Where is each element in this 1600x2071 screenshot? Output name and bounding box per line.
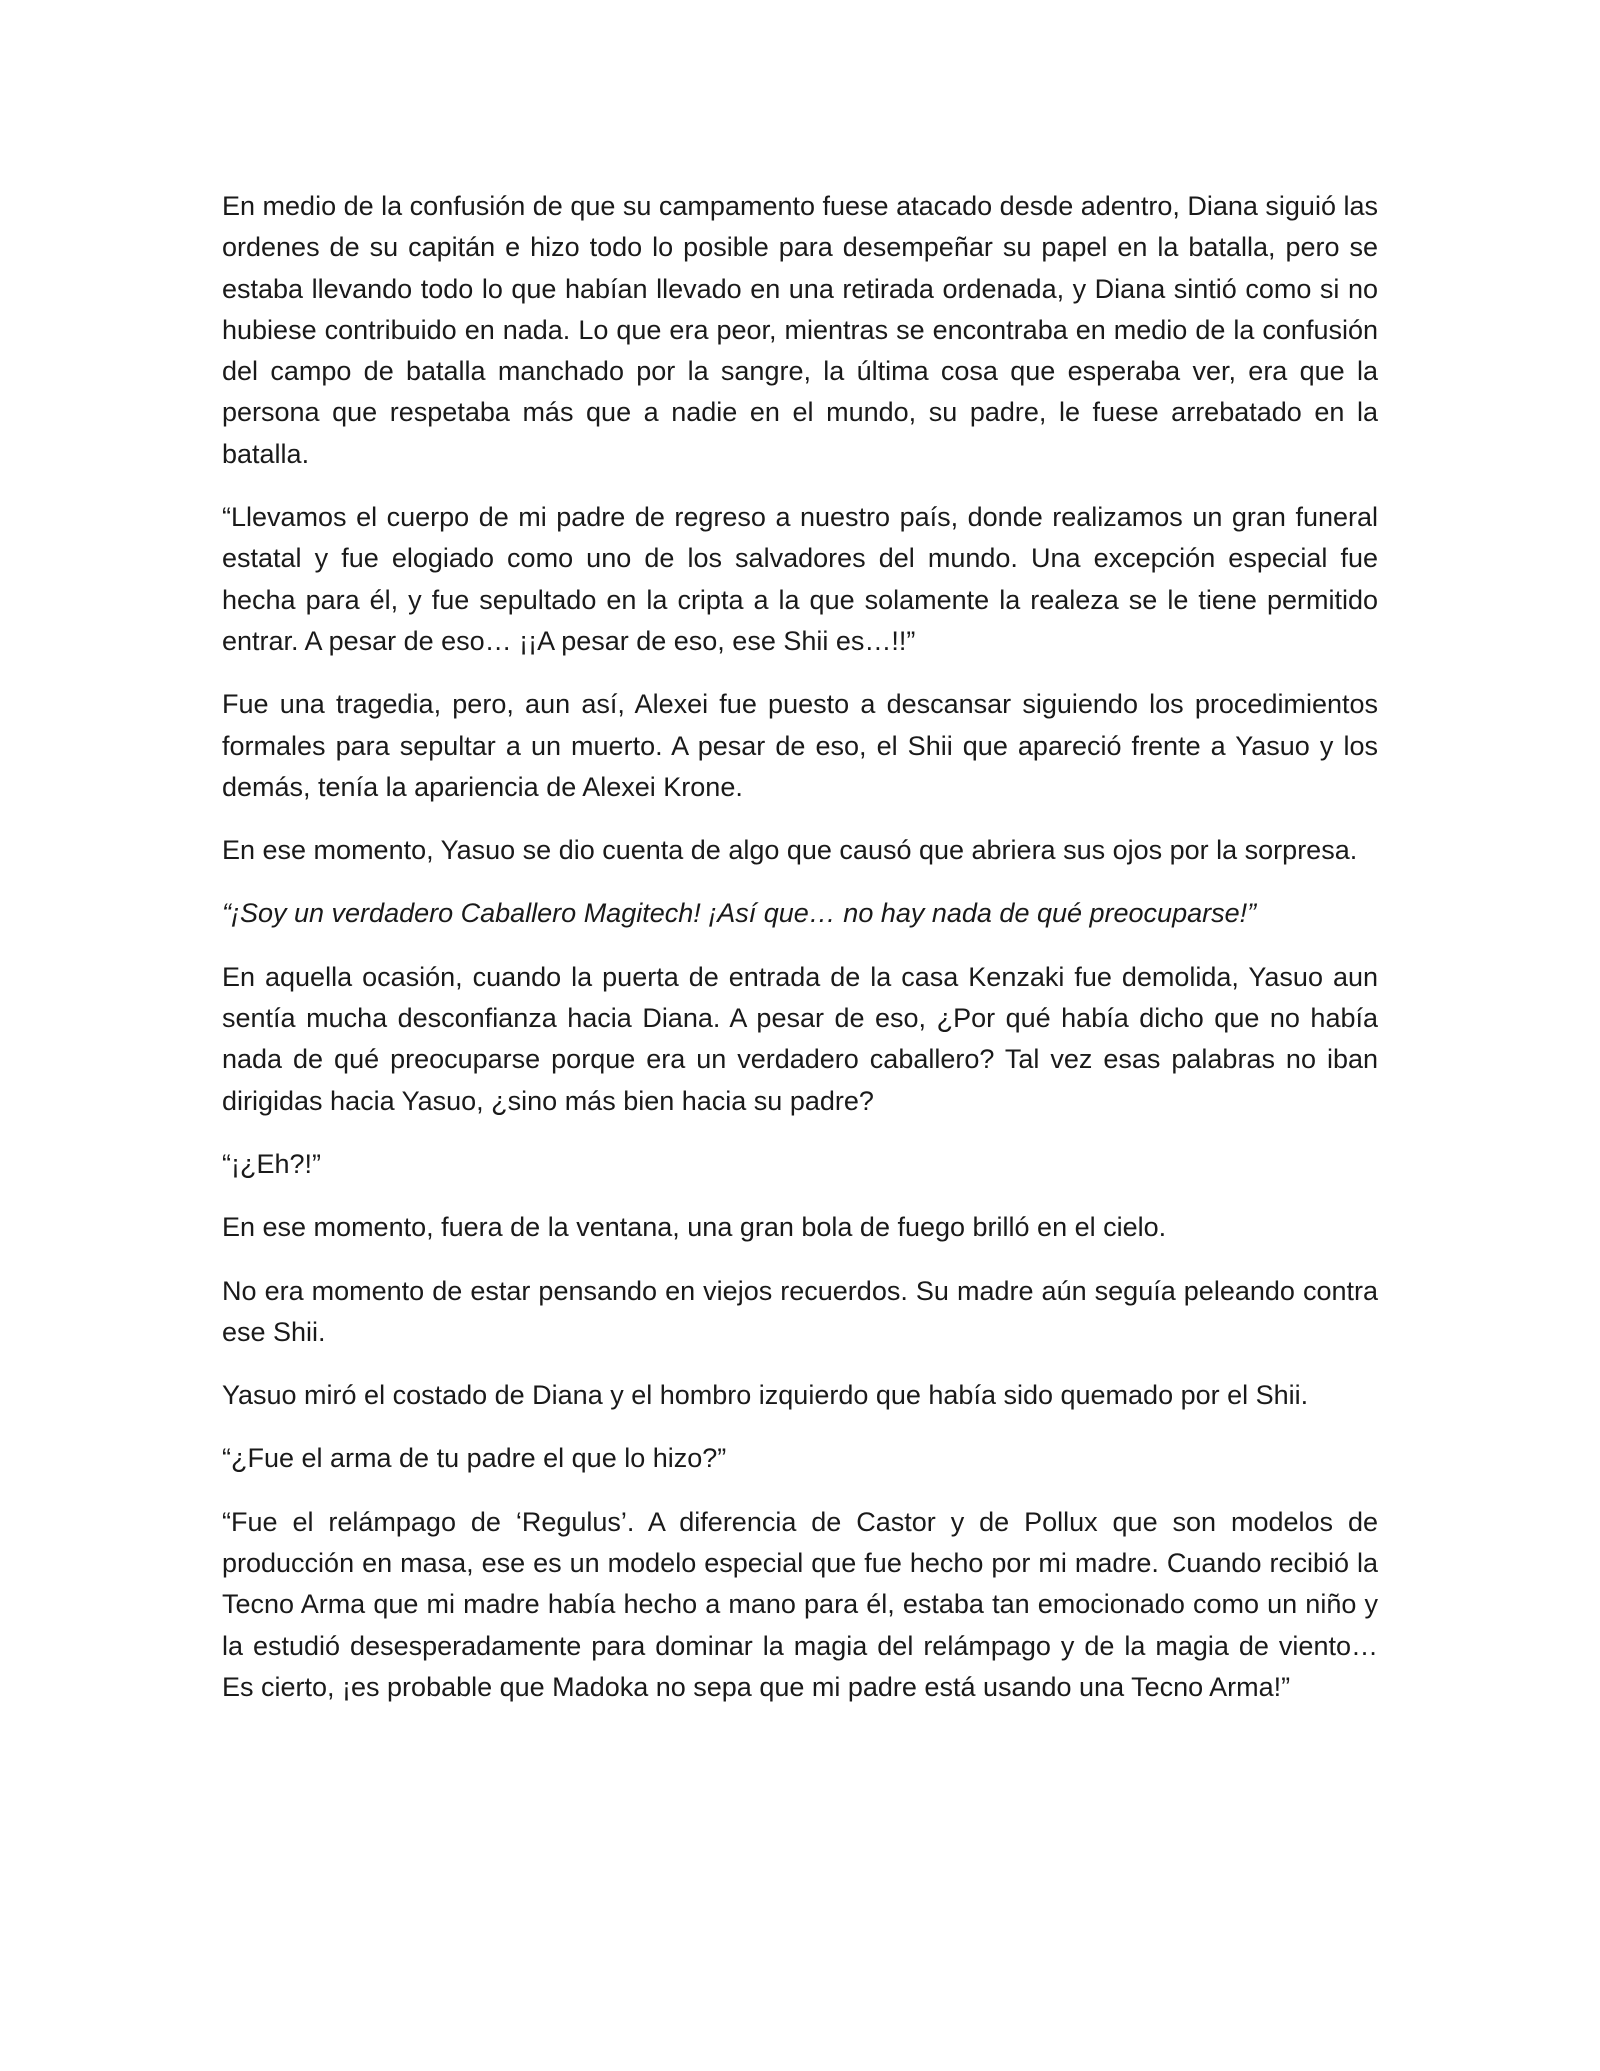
- paragraph-1: En medio de la confusión de que su campamento fuese atacado desde adentro, Diana siguió las ordenes de su capitán e hizo todo lo posible para desempeñar su papel en la batalla, pero se estaba llevando todo lo que habían llevado en una retirada ordenada, y Diana sintió como si no hubiese contribuido en nada. Lo que era peor, mientras se encontraba en medio de la confusión del campo de batalla manchado por la sangre, la última cosa que esperaba ver, era que la persona que respetaba más que a nadie en el mundo, su padre, le fuese arrebatado en la batalla.: [222, 191, 1378, 469]
- paragraph-3: Fue una tragedia, pero, aun así, Alexei fue puesto a descansar siguiendo los procedimientos formales para sepultar a un muerto. A pesar de eso, el Shii que apareció frente a Yasuo y los demás, tenía la apariencia de Alexei Krone.: [222, 689, 1378, 802]
- paragraph-12: “Fue el relámpago de ‘Regulus’. A diferencia de Castor y de Pollux que son modelos de producción en masa, ese es un modelo especial que fue hecho por mi madre. Cuando recibió la Tecno Arma que mi madre había hecho a mano para él, estaba tan emocionado como un niño y la estudió desesperadamente para dominar la magia del relámpago y de la magia de viento… Es cierto, ¡es probable que Madoka no sepa que mi padre está usando una Tecno Arma!”: [222, 1506, 1378, 1702]
- paragraph-11: “¿Fue el arma de tu padre el que lo hizo?”: [222, 1443, 727, 1474]
- paragraph-5-italic-quote: “¡Soy un verdadero Caballero Magitech! ¡Así que… no hay nada de qué preocuparse!”: [222, 898, 1257, 929]
- paragraph-2: “Llevamos el cuerpo de mi padre de regreso a nuestro país, donde realizamos un gran funeral estatal y fue elogiado como uno de los salvadores del mundo. Una excepción especial fue hecha para él, y fue sepultado en la cripta a la que solamente la realeza se le tiene permitido entrar. A pesar de eso… ¡¡A pesar de eso, ese Shii es…!!”: [222, 502, 1378, 656]
- paragraph-8: En ese momento, fuera de la ventana, una gran bola de fuego brilló en el cielo.: [222, 1212, 1167, 1243]
- paragraph-4: En ese momento, Yasuo se dio cuenta de algo que causó que abriera sus ojos por la sorpresa.: [222, 835, 1358, 866]
- paragraph-7: “¡¿Eh?!”: [222, 1148, 322, 1179]
- page-body: [222, 186, 1378, 1730]
- paragraph-6: En aquella ocasión, cuando la puerta de entrada de la casa Kenzaki fue demolida, Yasuo aun sentía mucha desconfianza hacia Diana. A pesar de eso, ¿Por qué había dicho que no había nada de qué preocuparse porque era un verdadero caballero? Tal vez esas palabras no iban dirigidas hacia Yasuo, ¿sino más bien hacia su padre?: [222, 961, 1378, 1116]
- paragraph-9: No era momento de estar pensando en viejos recuerdos. Su madre aún seguía peleando contra ese Shii.: [222, 1275, 1378, 1347]
- paragraph-10: Yasuo miró el costado de Diana y el hombro izquierdo que había sido quemado por el Shii.: [222, 1380, 1309, 1411]
